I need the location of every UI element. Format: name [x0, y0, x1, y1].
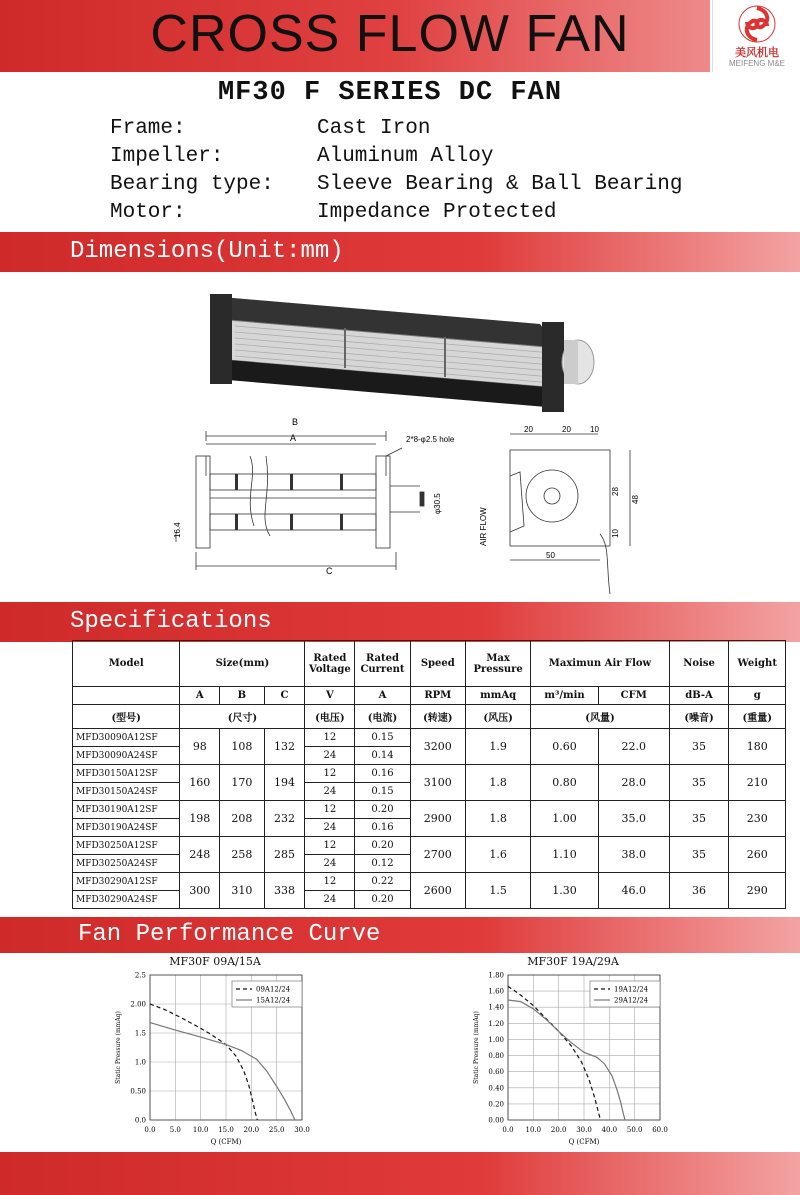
y-tick-label: 2.00: [130, 1000, 146, 1009]
y-tick-label: 1.60: [488, 987, 504, 996]
cell-weight: 290: [729, 873, 786, 909]
cell-weight: 260: [729, 837, 786, 873]
property-value: Impedance Protected: [317, 201, 557, 224]
property-key: Bearing type:: [110, 173, 274, 196]
cell-voltage: 12: [305, 765, 355, 783]
col-weight: Weight: [729, 641, 786, 687]
cell-size-b: 258: [220, 837, 264, 873]
property-value: Sleeve Bearing & Ball Bearing: [317, 173, 683, 196]
cell-size-a: 248: [180, 837, 220, 873]
property-impeller: [110, 145, 682, 173]
cell-airflow-m3: 0.60: [531, 729, 599, 765]
x-tick-label: 25.0: [268, 1126, 285, 1134]
property-list: [110, 117, 682, 229]
cell-noise: 35: [669, 765, 729, 801]
cn-weight: (重量): [729, 705, 786, 729]
cell-voltage: 12: [305, 729, 355, 747]
cell-pressure: 1.5: [465, 873, 530, 909]
cell-speed: 2900: [410, 801, 465, 837]
chart-title: MF30F 09A/15A: [169, 955, 261, 968]
section-performance: [0, 917, 800, 953]
dimension-drawing: [140, 276, 660, 598]
dim-label-28: 28: [611, 487, 620, 496]
legend-entry: 29A12/24: [614, 996, 649, 1005]
cell-size-b: 170: [220, 765, 264, 801]
dim-label-c: C: [326, 566, 333, 576]
section-title: Fan Performance Curve: [78, 921, 381, 948]
cell-size-a: 98: [180, 729, 220, 765]
cell-size-b: 108: [220, 729, 264, 765]
y-tick-label: 1.20: [488, 1019, 504, 1028]
side-view-drawing: [510, 434, 630, 594]
x-tick-label: 30.0: [576, 1126, 592, 1134]
cell-airflow-m3: 1.00: [531, 801, 599, 837]
y-tick-label: 0.50: [130, 1087, 146, 1096]
col-airflow: Maximun Air Flow: [531, 641, 669, 687]
cell-weight: 210: [729, 765, 786, 801]
cell-weight: 230: [729, 801, 786, 837]
legend-entry: 09A12/24: [256, 985, 291, 994]
x-axis-label: Q (CFM): [568, 1138, 600, 1146]
dim-label-50: 50: [546, 551, 555, 560]
property-key: Motor:: [110, 201, 186, 224]
y-tick-label: 1.40: [488, 1003, 504, 1012]
logo-english-text: MEIFENG M&E: [728, 59, 785, 68]
property-frame: [110, 117, 682, 145]
title-banner: [0, 0, 710, 72]
x-tick-label: 10.0: [525, 1126, 542, 1134]
footer-bar: [0, 1152, 800, 1195]
cell-size-a: 160: [180, 765, 220, 801]
y-tick-label: 0.20: [488, 1100, 504, 1109]
cell-model: MFD30090A24SF: [73, 747, 180, 765]
cell-pressure: 1.6: [465, 837, 530, 873]
legend-entry: 15A12/24: [256, 996, 291, 1005]
cell-model: MFD30150A12SF: [73, 765, 180, 783]
cell-size-a: 198: [180, 801, 220, 837]
section-title: Dimensions(Unit:mm): [70, 238, 344, 265]
cn-speed: (转速): [410, 705, 465, 729]
cell-airflow-cfm: 22.0: [598, 729, 669, 765]
y-axis-label: Static Pressure (mmAq): [115, 1011, 122, 1084]
y-tick-label: 0.40: [488, 1084, 504, 1093]
cell-voltage: 12: [305, 801, 355, 819]
spec-table: [72, 640, 786, 909]
cell-pressure: 1.9: [465, 729, 530, 765]
y-tick-label: 1.80: [488, 971, 504, 980]
series-line-29A12/24: [508, 1000, 625, 1120]
col-size: Size(mm): [180, 641, 305, 687]
cell-model: MFD30250A24SF: [73, 855, 180, 873]
cell-speed: 2700: [410, 837, 465, 873]
col-pressure: [465, 641, 530, 687]
cell-airflow-cfm: 28.0: [598, 765, 669, 801]
x-tick-label: 0.0: [144, 1126, 156, 1134]
cn-pressure: (风压): [465, 705, 530, 729]
table-row: [73, 801, 786, 819]
cell-airflow-cfm: 38.0: [598, 837, 669, 873]
unit-b: B: [220, 687, 264, 705]
header-text: Rated: [313, 652, 347, 664]
cn-airflow: (风量): [531, 705, 669, 729]
legend-entry: 19A12/24: [614, 985, 649, 994]
unit-blank: [73, 687, 180, 705]
spec-table-body: [73, 729, 786, 909]
cn-noise: (噪音): [669, 705, 729, 729]
property-value: Cast Iron: [317, 117, 431, 140]
cell-voltage: 24: [305, 855, 355, 873]
cell-current: 0.15: [355, 783, 410, 801]
fan-product-photo: [210, 294, 594, 412]
cell-speed: 3100: [410, 765, 465, 801]
unit-rpm: RPM: [410, 687, 465, 705]
cell-speed: 2600: [410, 873, 465, 909]
unit-dba: dB-A: [669, 687, 729, 705]
dim-label-b: B: [292, 417, 299, 427]
cell-current: 0.16: [355, 765, 410, 783]
col-voltage: [305, 641, 355, 687]
y-axis-label: Static Pressure (mmAq): [473, 1011, 480, 1084]
cell-model: MFD30290A24SF: [73, 891, 180, 909]
cell-noise: 36: [669, 873, 729, 909]
logo-chinese-text: 美风机电: [735, 46, 779, 59]
unit-a: A: [180, 687, 220, 705]
header-text: Current: [360, 663, 405, 675]
dim-label-48: 48: [631, 495, 640, 504]
header-text: Voltage: [308, 663, 351, 675]
table-row: [73, 837, 786, 855]
section-title: Specifications: [70, 608, 272, 635]
cell-size-c: 194: [264, 765, 305, 801]
cell-voltage: 24: [305, 783, 355, 801]
cell-current: 0.14: [355, 747, 410, 765]
cell-voltage: 12: [305, 837, 355, 855]
x-tick-label: 15.0: [218, 1126, 234, 1134]
performance-chart-1: [110, 955, 320, 1155]
dim-label-20-right: 20: [562, 425, 571, 434]
dim-label-16-4: 16.4: [173, 522, 182, 538]
y-tick-label: 0.60: [488, 1068, 504, 1077]
cell-voltage: 12: [305, 873, 355, 891]
col-model: Model: [73, 641, 180, 687]
header-text: Pressure: [473, 663, 523, 675]
cn-size: (尺寸): [180, 705, 305, 729]
cell-current: 0.15: [355, 729, 410, 747]
x-axis-label: Q (CFM): [210, 1138, 242, 1146]
cell-airflow-m3: 1.30: [531, 873, 599, 909]
chart-canvas: [468, 967, 678, 1157]
cell-current: 0.20: [355, 837, 410, 855]
x-tick-label: 30.0: [294, 1126, 310, 1134]
y-tick-label: 1.0: [134, 1058, 146, 1067]
cell-noise: 35: [669, 837, 729, 873]
cn-current: (电流): [355, 705, 410, 729]
cell-airflow-cfm: 35.0: [598, 801, 669, 837]
dim-label-10-top: 10: [590, 425, 599, 434]
cell-size-b: 208: [220, 801, 264, 837]
cell-speed: 3200: [410, 729, 465, 765]
unit-m3: m³/min: [531, 687, 599, 705]
cell-pressure: 1.8: [465, 765, 530, 801]
cell-current: 0.22: [355, 873, 410, 891]
y-tick-label: 1.5: [134, 1029, 146, 1038]
x-tick-label: 5.0: [169, 1126, 181, 1134]
chart-title: MF30F 19A/29A: [527, 955, 619, 968]
cell-size-a: 300: [180, 873, 220, 909]
property-key: Frame:: [110, 117, 186, 140]
cell-size-c: 285: [264, 837, 305, 873]
section-specifications: [0, 602, 800, 642]
dim-label-10-right: 10: [611, 529, 620, 538]
x-tick-label: 40.0: [601, 1126, 618, 1134]
cell-voltage: 24: [305, 891, 355, 909]
page-title: CROSS FLOW FAN: [150, 5, 630, 63]
dim-label-30-5: φ30.5: [433, 493, 442, 514]
cell-pressure: 1.8: [465, 801, 530, 837]
col-noise: Noise: [669, 641, 729, 687]
front-view-drawing: [176, 431, 424, 570]
property-bearing: [110, 173, 682, 201]
series-line-15A12/24: [150, 1023, 295, 1120]
table-row: [73, 729, 786, 747]
cell-model: MFD30190A24SF: [73, 819, 180, 837]
property-value: Aluminum Alloy: [317, 145, 494, 168]
cell-model: MFD30150A24SF: [73, 783, 180, 801]
performance-chart-2: [468, 955, 678, 1155]
cell-airflow-cfm: 46.0: [598, 873, 669, 909]
cell-model: MFD30190A12SF: [73, 801, 180, 819]
cell-current: 0.20: [355, 891, 410, 909]
section-dimensions: [0, 232, 800, 272]
company-logo: [712, 0, 800, 72]
cell-model: MFD30290A12SF: [73, 873, 180, 891]
cell-voltage: 24: [305, 819, 355, 837]
x-tick-label: 0.0: [502, 1126, 514, 1134]
unit-g: g: [729, 687, 786, 705]
cell-current: 0.20: [355, 801, 410, 819]
table-header-row: [73, 641, 786, 687]
unit-c: C: [264, 687, 305, 705]
series-title: MF30 F SERIES DC FAN: [217, 78, 563, 108]
cell-current: 0.16: [355, 819, 410, 837]
x-tick-label: 20.0: [550, 1126, 567, 1134]
cell-size-c: 132: [264, 729, 305, 765]
cell-current: 0.12: [355, 855, 410, 873]
cn-voltage: (电压): [305, 705, 355, 729]
property-motor: [110, 201, 682, 229]
front-view-marks: [235, 474, 343, 530]
header-text: Max: [486, 652, 510, 664]
y-tick-label: 0.80: [488, 1052, 504, 1061]
table-row: [73, 765, 786, 783]
airflow-label: AIR FLOW: [479, 507, 488, 546]
y-tick-label: 1.00: [488, 1035, 504, 1044]
cell-voltage: 24: [305, 747, 355, 765]
unit-v: V: [305, 687, 355, 705]
table-chinese-row: [73, 705, 786, 729]
table-unit-row: [73, 687, 786, 705]
table-row: [73, 873, 786, 891]
cell-size-c: 232: [264, 801, 305, 837]
logo-swirl-icon: [737, 4, 777, 44]
dim-label-20-left: 20: [524, 425, 533, 434]
cell-model: MFD30250A12SF: [73, 837, 180, 855]
cell-model: MFD30090A12SF: [73, 729, 180, 747]
unit-cfm: CFM: [598, 687, 669, 705]
cell-noise: 35: [669, 729, 729, 765]
x-tick-label: 10.0: [192, 1126, 209, 1134]
y-tick-label: 0.00: [488, 1116, 504, 1125]
property-key: Impeller:: [110, 145, 224, 168]
chart-canvas: [110, 967, 320, 1157]
unit-mmaq: mmAq: [465, 687, 530, 705]
x-tick-label: 60.0: [652, 1126, 668, 1134]
y-tick-label: 2.5: [134, 971, 146, 980]
cell-size-c: 338: [264, 873, 305, 909]
col-speed: Speed: [410, 641, 465, 687]
x-tick-label: 20.0: [243, 1126, 260, 1134]
unit-amp: A: [355, 687, 410, 705]
cell-noise: 35: [669, 801, 729, 837]
dim-label-a: A: [290, 433, 297, 443]
y-tick-label: 0.0: [134, 1116, 146, 1125]
cn-model: (型号): [73, 705, 180, 729]
cell-airflow-m3: 1.10: [531, 837, 599, 873]
header-text: Rated: [365, 652, 399, 664]
x-tick-label: 50.0: [626, 1126, 643, 1134]
cell-weight: 180: [729, 729, 786, 765]
cell-airflow-m3: 0.80: [531, 765, 599, 801]
col-current: [355, 641, 410, 687]
cell-size-b: 310: [220, 873, 264, 909]
dim-label-hole: 2*8-φ2.5 hole: [406, 435, 455, 444]
